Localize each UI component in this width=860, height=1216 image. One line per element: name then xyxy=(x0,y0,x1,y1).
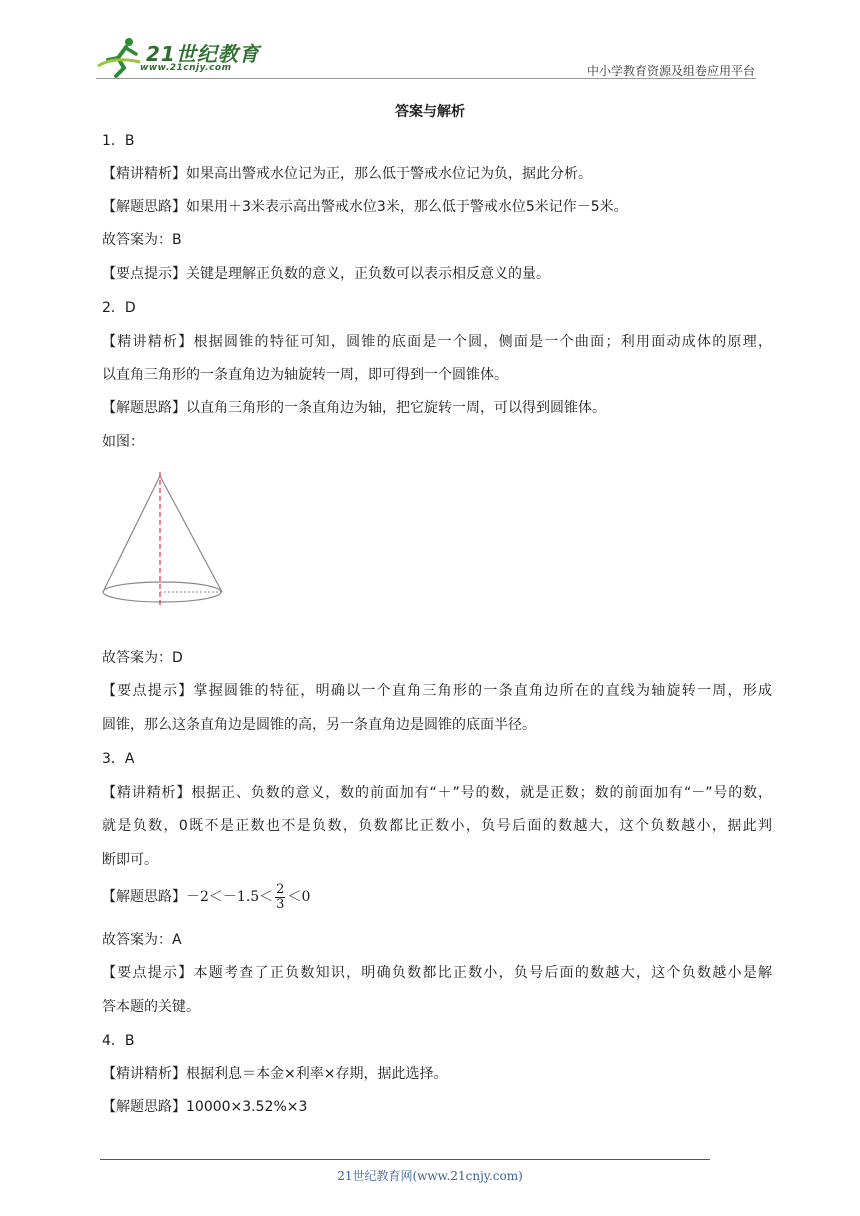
q3-analysis-line-1: 【精讲精析】根据正、负数的意义，数的前面加有“＋”号的数，就是正数；数的前面加有“－”号的数， xyxy=(102,785,772,801)
q2-answer: 2．D xyxy=(102,300,136,316)
site-logo xyxy=(96,36,266,78)
q3-approach xyxy=(102,880,772,914)
q2-result: 故答案为：D xyxy=(102,650,183,666)
q3-tip-line-1: 【要点提示】本题考查了正负数知识，明确负数都比正数小，负号后面的数越大，这个负数越小是解 xyxy=(102,965,772,981)
q3-fraction xyxy=(275,883,285,912)
q3-result: 故答案为：A xyxy=(102,932,182,948)
cone-right-edge xyxy=(160,476,222,592)
q3-approach-label: 【解题思路】 xyxy=(102,889,186,905)
q2-tip-line-2: 圆锥，那么这条直角边是圆锥的高，另一条直角边是圆锥的底面半径。 xyxy=(102,717,536,733)
fraction-denominator: 3 xyxy=(276,896,285,912)
q1-tip: 【要点提示】关键是理解正负数的意义，正负数可以表示相反意义的量。 xyxy=(102,266,550,282)
q3-tip-line-2: 答本题的关键。 xyxy=(102,999,200,1015)
q3-analysis-line-2: 就是负数，0既不是正数也不是负数，负数都比正数小，负号后面的数越大，这个负数越小，据此判 xyxy=(102,818,772,834)
header-divider xyxy=(96,78,756,79)
q2-tip-line-1: 【要点提示】掌握圆锥的特征，明确以一个直角三角形的一条直角边所在的直线为轴旋转一周，形成 xyxy=(102,683,772,699)
q4-analysis: 【精讲精析】根据利息＝本金×利率×存期，据此选择。 xyxy=(102,1066,448,1082)
footer-divider xyxy=(100,1159,710,1160)
page-header xyxy=(0,0,860,80)
q1-approach: 【解题思路】如果用＋3米表示高出警戒水位3米，那么低于警戒水位5米记作－5米。 xyxy=(102,199,628,215)
logo-url: www.21cnjy.com xyxy=(140,63,232,73)
q4-approach: 【解题思路】10000×3.52%×3 xyxy=(102,1099,308,1115)
logo-text: 21世纪教育 xyxy=(146,42,260,66)
runner-icon xyxy=(96,36,146,78)
page-footer: 21世纪教育网(www.21cnjy.com) xyxy=(337,1169,523,1183)
q4-answer: 4．B xyxy=(102,1033,135,1049)
q1-answer: 1．B xyxy=(102,133,135,149)
q3-expression-right: ＜0 xyxy=(287,889,311,905)
q3-expression-left: －2＜－1.5＜ xyxy=(186,889,274,905)
q2-analysis-line-1: 【精讲精析】根据圆锥的特征可知，圆锥的底面是一个圆，侧面是一个曲面；利用面动成体的原理， xyxy=(102,334,772,350)
q3-answer: 3．A xyxy=(102,751,135,767)
cone-figure xyxy=(100,470,228,610)
q1-analysis: 【精讲精析】如果高出警戒水位记为正，那么低于警戒水位记为负，据此分析。 xyxy=(102,166,592,182)
q3-analysis-line-3: 断即可。 xyxy=(102,852,158,868)
q2-approach: 【解题思路】以直角三角形的一条直角边为轴，把它旋转一周，可以得到圆锥体。 xyxy=(102,400,606,416)
fraction-numerator: 2 xyxy=(276,881,285,897)
q1-result: 故答案为：B xyxy=(102,232,182,248)
cone-left-edge xyxy=(103,476,160,592)
platform-name: 中小学教育资源及组卷应用平台 xyxy=(586,64,755,78)
q2-figure-label: 如图： xyxy=(102,434,144,450)
q2-analysis-line-2: 以直角三角形的一条直角边为轴旋转一周，即可得到一个圆锥体。 xyxy=(102,367,508,383)
page-title: 答案与解析 xyxy=(395,104,465,120)
